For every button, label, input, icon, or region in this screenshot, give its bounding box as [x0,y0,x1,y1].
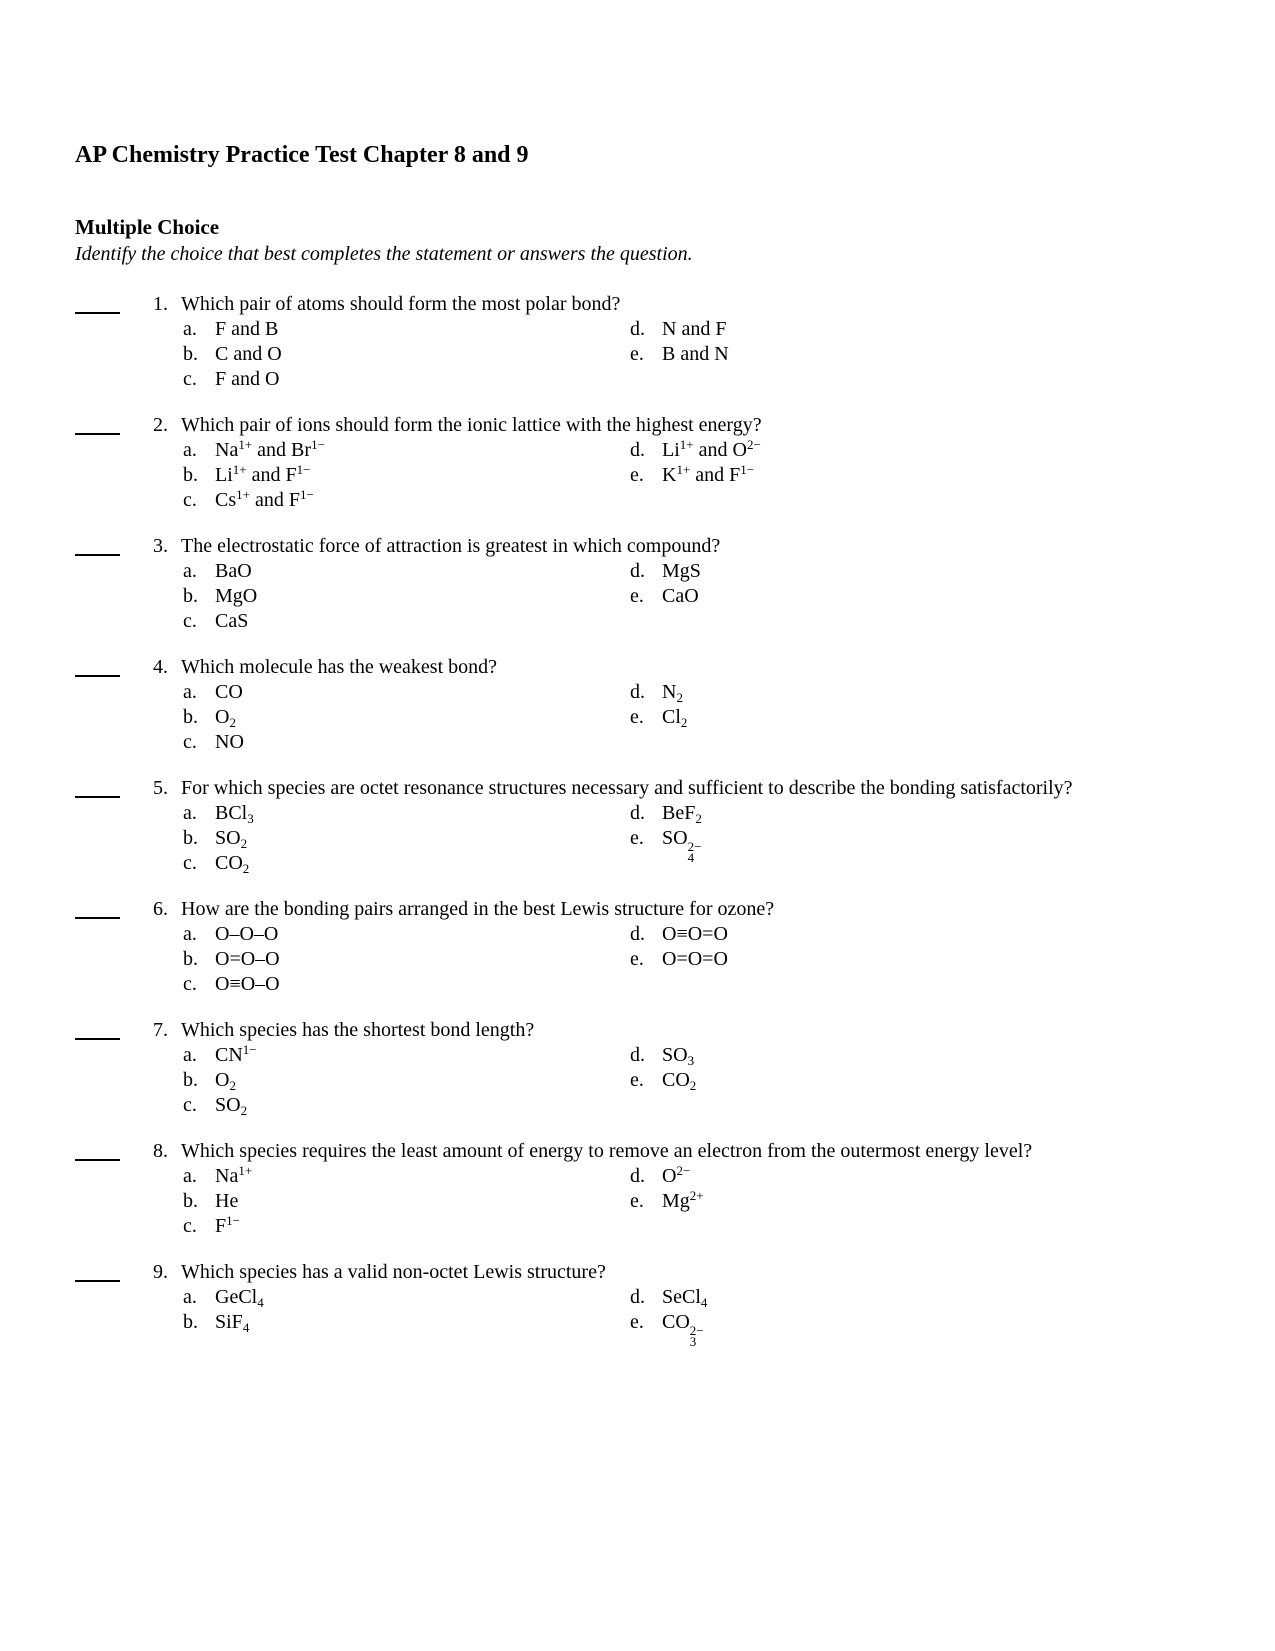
option-text: CO [215,681,243,703]
option-text: O≡O–O [215,973,280,995]
question-block [75,1260,1220,1347]
option-row [630,680,1220,705]
question-prompt: Which molecule has the weakest bond? [181,656,497,678]
subscript: 2 [229,715,236,730]
option-letter: d. [630,318,645,340]
option-row [183,826,630,851]
option-letter: c. [183,610,197,632]
question-number: 2. [153,414,168,436]
option-text: O≡O=O [662,923,728,945]
option-text: $O_2$ [215,706,236,730]
question-block [75,1018,1220,1118]
option-row [630,463,1220,488]
answer-blank [75,795,120,798]
option-letter: d. [630,923,645,945]
option-text: MgS [662,560,701,582]
superscript: 1− [296,462,311,477]
options-column-right [630,438,1220,513]
option-text: C and O [215,343,282,365]
superscript: 1− [242,1042,257,1057]
subscript: 3 [689,1334,697,1349]
option-row [183,1164,630,1189]
superscript: 2− [687,839,702,854]
option-text: CO 2− 3 [662,1311,704,1349]
option-row [183,1285,630,1310]
option-letter: d. [630,560,645,582]
option-letter: b. [183,948,198,970]
options-column-right [630,559,1220,634]
option-text: BCl$_3$ [215,802,254,826]
question-block [75,655,1220,755]
options-grid [183,317,1220,392]
options-grid [183,922,1220,997]
option-letter: b. [183,585,198,607]
question-line [75,1139,1220,1164]
question-number: 1. [153,293,168,315]
options-column-left [183,317,630,392]
option-row [630,1189,1220,1214]
subscript: 4 [242,1320,250,1335]
option-text: $SO_2$ [215,827,248,851]
option-letter: a. [183,439,197,461]
question-prompt: Which species has the shortest bond length? [181,1019,535,1041]
option-letter: a. [183,923,197,945]
subscript: 2 [242,861,250,876]
options-column-right [630,1285,1220,1347]
option-row [183,463,630,488]
question-number: 6. [153,898,168,920]
option-text: B and N [662,343,729,365]
subscript: 2 [240,1103,248,1118]
option-text: $Li^{1+}$ and $O^{2-}$ [662,437,761,461]
answer-blank [75,1037,120,1040]
options-column-right [630,1164,1220,1239]
option-text: SO 2− 4 [662,827,702,865]
question-prompt: Which pair of ions should form the ionic lattice with the highest energy? [181,414,762,436]
option-letter: c. [183,368,197,390]
option-row [183,367,630,392]
option-row [183,730,630,755]
option-row [630,317,1220,342]
question-number: 9. [153,1261,168,1283]
option-text: $CO_2$ [215,852,250,876]
option-row [183,947,630,972]
option-letter: b. [183,343,198,365]
option-letter: d. [630,1286,645,1308]
options-column-right [630,680,1220,755]
option-text: $SO_3$ [662,1044,695,1068]
question-number: 4. [153,656,168,678]
options-column-right [630,801,1220,876]
question-line [75,1260,1220,1285]
option-text: SeCl$_4$ [662,1286,708,1310]
question-prompt: Which species requires the least amount of energy to remove an electron from the outermost energy level? [181,1140,1033,1162]
option-letter: d. [630,439,645,461]
option-text: $Cs^{1+}$ and $F^{1-}$ [215,487,314,511]
option-letter: c. [183,852,197,874]
options-column-right [630,922,1220,997]
option-text: $N_2$ [662,681,683,705]
option-letter: e. [630,706,644,728]
question-number: 3. [153,535,168,557]
options-grid [183,1164,1220,1239]
option-row [183,609,630,634]
option-letter: c. [183,489,197,511]
answer-blank [75,553,120,556]
superscript: 1− [311,437,325,452]
option-text: NO [215,731,244,753]
section-instructions: Identify the choice that best completes the statement or answers the question. [75,243,693,265]
question-block [75,897,1220,997]
option-row [630,801,1220,826]
option-letter: b. [183,1069,198,1091]
option-letter: a. [183,1165,197,1187]
option-text: BeF$_2$ [662,802,702,826]
option-letter: e. [630,464,644,486]
option-row [183,488,630,513]
option-row [183,584,630,609]
question-number: 5. [153,777,168,799]
option-text: O–O–O [215,923,279,945]
option-letter: d. [630,1165,645,1187]
option-letter: a. [183,1044,197,1066]
option-row [630,1310,1220,1347]
option-text: $Li^{1+}$ and $F^{1-}$ [215,462,311,486]
option-row [630,584,1220,609]
subscript: 4 [700,1295,708,1310]
question-line [75,776,1220,801]
question-prompt: For which species are octet resonance structures necessary and sufficient to describe the bonding satisfactorily? [181,777,1073,799]
superscript: 1+ [232,462,247,477]
answer-blank [75,311,120,314]
options-grid [183,1043,1220,1118]
question-block [75,292,1220,392]
questions-list [75,292,1220,1347]
subscript: 4 [687,850,695,865]
options-column-left [183,801,630,876]
option-letter: d. [630,1044,645,1066]
options-grid [183,1285,1220,1347]
option-row [183,342,630,367]
charge-stack [688,841,702,863]
option-letter: a. [183,1286,197,1308]
subscript: 4 [257,1295,264,1310]
superscript: 1+ [238,437,253,452]
options-column-left [183,680,630,755]
question-line [75,292,1220,317]
superscript: 1+ [679,437,694,452]
option-letter: e. [630,948,644,970]
option-row [183,1043,630,1068]
option-letter: e. [630,1069,644,1091]
option-row [630,1164,1220,1189]
option-row [630,342,1220,367]
question-block [75,776,1220,876]
option-text: $Cl_2$ [662,706,688,730]
option-row [183,972,630,997]
option-letter: a. [183,802,197,824]
option-row [183,705,630,730]
option-text: BaO [215,560,252,582]
superscript: 1− [740,462,755,477]
option-row [183,1214,630,1239]
options-column-left [183,1043,630,1118]
option-text: $O^{2-}$ [662,1163,691,1187]
option-row [630,826,1220,863]
option-text: $Na^{1+}$ and $Br^{1-}$ [215,437,325,461]
options-column-left [183,1285,630,1347]
option-row [630,705,1220,730]
option-row [630,1285,1220,1310]
question-prompt: Which pair of atoms should form the most polar bond? [181,293,621,315]
options-column-right [630,1043,1220,1118]
options-column-left [183,438,630,513]
option-text: $Na^{1+}$ [215,1163,253,1187]
answer-blank [75,674,120,677]
options-grid [183,801,1220,876]
options-grid [183,438,1220,513]
question-prompt: How are the bonding pairs arranged in the best Lewis structure for ozone? [181,898,775,920]
option-text: CaS [215,610,249,632]
option-letter: c. [183,1215,197,1237]
answer-blank [75,432,120,435]
option-letter: b. [183,827,198,849]
charge-stack [690,1325,704,1347]
option-row [183,851,630,876]
question-block [75,413,1220,513]
question-line [75,534,1220,559]
option-letter: d. [630,802,645,824]
subscript: 2 [240,836,248,851]
options-column-left [183,922,630,997]
option-text: GeCl$_4$ [215,1286,264,1310]
option-row [630,1043,1220,1068]
question-block [75,534,1220,634]
option-text: N and F [662,318,727,340]
page-title: AP Chemistry Practice Test Chapter 8 and 9 [75,142,529,168]
subscript: 2 [229,1078,236,1093]
question-prompt: The electrostatic force of attraction is greatest in which compound? [181,535,721,557]
answer-blank [75,1279,120,1282]
option-letter: b. [183,706,198,728]
option-row [183,1189,630,1214]
option-row [183,922,630,947]
option-letter: e. [630,585,644,607]
superscript: 1+ [236,487,250,502]
superscript: 1− [299,487,314,502]
question-block [75,1139,1220,1239]
question-line [75,897,1220,922]
subscript: 2 [689,1078,697,1093]
option-letter: e. [630,827,644,849]
option-row [183,1068,630,1093]
option-letter: b. [183,1311,198,1333]
option-text: He [215,1190,239,1212]
question-number: 8. [153,1140,168,1162]
option-letter: e. [630,1311,644,1333]
option-text: CaO [662,585,699,607]
superscript: 2+ [689,1188,704,1203]
option-letter: a. [183,318,197,340]
option-row [183,680,630,705]
option-text: O=O–O [215,948,280,970]
subscript: 2 [695,811,702,826]
option-text: $O_2$ [215,1069,236,1093]
option-text: $Mg^{2+}$ [662,1188,704,1212]
option-text: MgO [215,585,258,607]
question-line [75,413,1220,438]
subscript: 2 [680,715,688,730]
superscript: 2− [676,1163,691,1178]
options-column-left [183,559,630,634]
option-letter: b. [183,1190,198,1212]
option-letter: c. [183,731,197,753]
option-letter: d. [630,681,645,703]
option-letter: b. [183,464,198,486]
option-row [183,559,630,584]
question-line [75,1018,1220,1043]
option-row [183,438,630,463]
question-prompt: Which species has a valid non-octet Lewis structure? [181,1261,606,1283]
option-text: $SO_2$ [215,1094,248,1118]
superscript: 2− [746,437,761,452]
option-letter: c. [183,1094,197,1116]
options-column-left [183,1164,630,1239]
option-text: SiF$_4$ [215,1311,250,1335]
option-text: O=O=O [662,948,728,970]
question-line [75,655,1220,680]
section-heading: Multiple Choice [75,215,220,239]
option-row [183,801,630,826]
option-row [630,922,1220,947]
option-row [630,559,1220,584]
options-column-right [630,317,1220,392]
option-letter: a. [183,681,197,703]
option-text: $CN^{1-}$ [215,1042,257,1066]
option-row [183,1310,630,1335]
option-text: F and O [215,368,280,390]
option-row [183,1093,630,1118]
subscript: 2 [676,690,683,705]
option-letter: a. [183,560,197,582]
superscript: 2− [689,1323,704,1338]
answer-blank [75,1158,120,1161]
option-row [183,317,630,342]
option-text: F and B [215,318,279,340]
options-grid [183,559,1220,634]
option-row [630,438,1220,463]
subscript: 3 [687,1053,695,1068]
option-text: $CO_2$ [662,1069,697,1093]
superscript: 1+ [238,1163,253,1178]
superscript: 1+ [676,462,691,477]
option-letter: e. [630,343,644,365]
option-text: $F^{1-}$ [215,1213,240,1237]
question-number: 7. [153,1019,168,1041]
superscript: 1− [226,1213,240,1228]
option-text: $K^{1+}$ and $F^{1-}$ [662,462,755,486]
options-grid [183,680,1220,755]
option-letter: e. [630,1190,644,1212]
subscript: 3 [247,811,254,826]
answer-blank [75,916,120,919]
option-row [630,1068,1220,1093]
option-letter: c. [183,973,197,995]
option-row [630,947,1220,972]
